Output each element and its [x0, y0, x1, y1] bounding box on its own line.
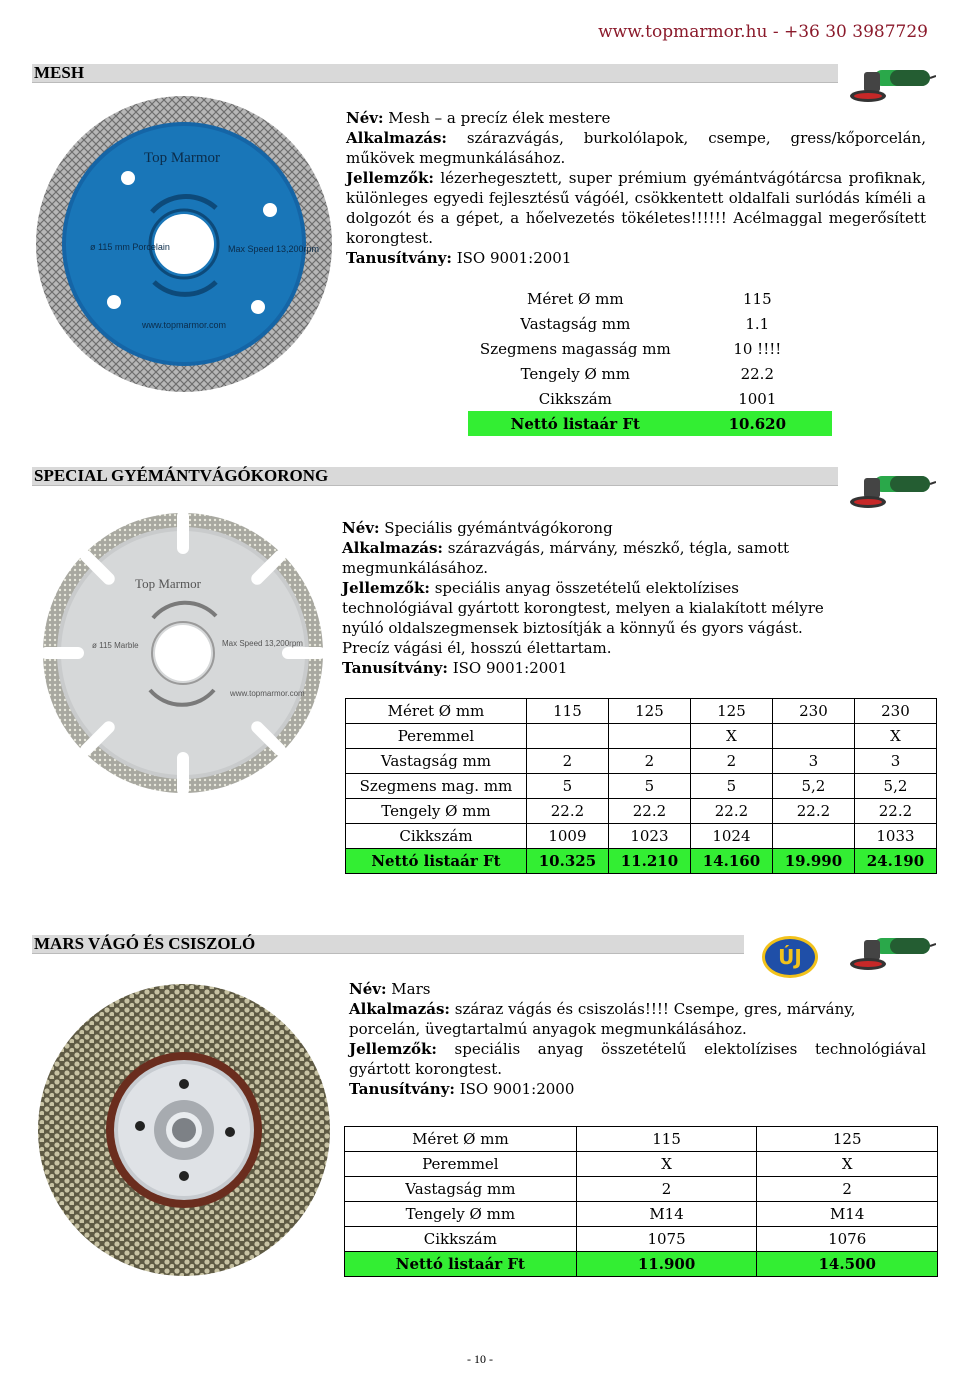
product-description-mesh	[346, 108, 926, 268]
angle-grinder-icon	[844, 466, 936, 516]
spec-label-cell: Szegmens magasság mm	[479, 339, 671, 358]
features-text: lézerhegesztett, super prémium gyémántvágótárcsa profiknak, különleges egyedi fejlesztésű vágóél, csökkentett oldalfali surlódás kíméli a dolgozót és a gépet, a hőelvezetés tökéletes!!!!!! Acélmaggal megerősített korongtest.	[346, 169, 926, 247]
certificate-value: ISO 9001:2001	[456, 249, 572, 267]
spec-value-cell: 125	[608, 699, 690, 724]
spec-label-cell: Cikkszám	[538, 389, 612, 408]
spec-label-cell: Tengely Ø mm	[520, 364, 631, 383]
spec-value-cell: 11.900	[576, 1252, 757, 1277]
spec-value-cell: M14	[757, 1202, 938, 1227]
spec-value-cell: X	[690, 724, 772, 749]
name-label: Név:	[342, 519, 380, 537]
spec-value-cell: 1023	[608, 824, 690, 849]
disc-brand-label: Top Marmor	[143, 150, 221, 166]
spec-row	[468, 361, 832, 386]
spec-value-cell: 230	[772, 699, 854, 724]
spec-label-cell: Vastagság mm	[520, 314, 631, 333]
spec-value-cell: 22.2	[690, 799, 772, 824]
spec-label-cell: Cikkszám	[346, 824, 527, 849]
spec-label-cell: Tengely Ø mm	[345, 1202, 577, 1227]
spec-value-cell	[526, 724, 608, 749]
application-label: Alkalmazás:	[349, 1000, 450, 1018]
spec-row	[345, 1152, 938, 1177]
spec-value-cell: 115	[526, 699, 608, 724]
spec-label-cell: Cikkszám	[345, 1227, 577, 1252]
spec-value-cell: 1075	[576, 1227, 757, 1252]
spec-value-cell: 1001	[738, 389, 777, 408]
spec-label-cell: Méret Ø mm	[527, 289, 624, 308]
spec-value-cell: 3	[854, 749, 936, 774]
spec-label-cell: Méret Ø mm	[345, 1127, 577, 1152]
spec-value-cell: 5	[608, 774, 690, 799]
special-disc-image	[38, 508, 328, 798]
spec-label-cell: Vastagság mm	[346, 749, 527, 774]
spec-value-cell: 5	[690, 774, 772, 799]
spec-row	[346, 849, 937, 874]
spec-label-cell: Méret Ø mm	[346, 699, 527, 724]
disc-spec-label: ø 115 mm Porcelain	[90, 242, 170, 252]
spec-value-cell: 19.990	[772, 849, 854, 874]
spec-table-mars	[344, 1126, 938, 1277]
spec-label-cell: Tengely Ø mm	[346, 799, 527, 824]
spec-value-cell: 10 !!!!	[733, 339, 782, 358]
angle-grinder-icon	[844, 928, 936, 978]
spec-value-cell: 2	[690, 749, 772, 774]
spec-value-cell: 14.160	[690, 849, 772, 874]
spec-value-cell: 22.2	[526, 799, 608, 824]
spec-value-cell: 230	[854, 699, 936, 724]
application-label: Alkalmazás:	[342, 539, 443, 557]
product-description-mars	[349, 979, 926, 1099]
spec-label-cell: Vastagság mm	[345, 1177, 577, 1202]
new-badge: ÚJ	[762, 936, 818, 978]
spec-value-cell: 115	[742, 289, 772, 308]
spec-row	[346, 824, 937, 849]
application-label: Alkalmazás:	[346, 129, 447, 147]
section-title-special: SPECIAL GYÉMÁNTVÁGÓKORONG	[32, 467, 838, 486]
spec-table-special	[345, 698, 937, 874]
spec-row	[346, 799, 937, 824]
name-label: Név:	[346, 109, 384, 127]
spec-row	[468, 286, 832, 311]
spec-row	[345, 1177, 938, 1202]
product-name: Mesh – a precíz élek mestere	[388, 109, 611, 127]
certificate-label: Tanusítvány:	[346, 249, 452, 267]
certificate-label: Tanusítvány:	[342, 659, 448, 677]
spec-row	[345, 1127, 938, 1152]
certificate-value: ISO 9001:2001	[452, 659, 568, 677]
spec-row	[468, 311, 832, 336]
spec-value-cell: X	[576, 1152, 757, 1177]
spec-value-cell: 10.620	[683, 411, 832, 436]
spec-value-cell: 22.2	[772, 799, 854, 824]
spec-value-cell: 2	[526, 749, 608, 774]
mesh-disc-image	[32, 92, 336, 396]
features-label: Jellemzők:	[342, 579, 430, 597]
spec-value-cell: 24.190	[854, 849, 936, 874]
spec-label-cell: Peremmel	[345, 1152, 577, 1177]
certificate-label: Tanusítvány:	[349, 1080, 455, 1098]
spec-row	[345, 1202, 938, 1227]
spec-value-cell: 2	[576, 1177, 757, 1202]
spec-value-cell: 125	[757, 1127, 938, 1152]
spec-value-cell: 1024	[690, 824, 772, 849]
features-label: Jellemzők:	[346, 169, 434, 187]
application-text: szárazvágás, márvány, mészkő, tégla, samott megmunkálásához.	[342, 539, 790, 577]
spec-table-mesh	[468, 286, 832, 436]
spec-value-cell: 3	[772, 749, 854, 774]
spec-value-cell: X	[757, 1152, 938, 1177]
page-number: - 10 -	[467, 1352, 493, 1366]
spec-value-cell: M14	[576, 1202, 757, 1227]
spec-value-cell	[608, 724, 690, 749]
features-text: speciális anyag összetételű elektolízises technológiával gyártott korongtest.	[349, 1040, 926, 1078]
features-text: speciális anyag összetételű elektolízises technológiával gyártott korongtest, melyen a kialakított mélyre nyúló oldalszegmensek biztosítják a könnyű és gyors vágást. Precíz vágási él, hosszú élettartam.	[342, 579, 824, 657]
spec-value-cell: 14.500	[757, 1252, 938, 1277]
spec-value-cell: 22.2	[854, 799, 936, 824]
spec-value-cell: 2	[757, 1177, 938, 1202]
spec-row	[346, 724, 937, 749]
angle-grinder-icon	[844, 60, 936, 110]
product-description-special	[342, 518, 832, 678]
disc-url-label: www.topmarmor.com	[230, 689, 305, 698]
disc-brand-label: Top Marmor	[135, 576, 201, 591]
disc-spec-label: ø 115 Marble	[92, 641, 139, 650]
spec-value-cell: 5	[526, 774, 608, 799]
spec-label-cell: Nettó listaár Ft	[345, 1252, 577, 1277]
spec-value-cell	[772, 724, 854, 749]
spec-value-cell: 10.325	[526, 849, 608, 874]
spec-value-cell: 22.2	[740, 364, 774, 383]
spec-row	[345, 1227, 938, 1252]
site-header: www.topmarmor.hu - +36 30 3987729	[598, 22, 928, 42]
product-name: Speciális gyémántvágókorong	[384, 519, 613, 537]
spec-value-cell: 125	[690, 699, 772, 724]
product-name: Mars	[391, 980, 431, 998]
disc-url-label: www.topmarmor.com	[141, 320, 227, 330]
spec-value-cell: 5,2	[854, 774, 936, 799]
spec-row	[468, 386, 832, 411]
mars-disc-image	[34, 980, 334, 1280]
spec-label-cell: Nettó listaár Ft	[346, 849, 527, 874]
name-label: Név:	[349, 980, 387, 998]
spec-label-cell: Peremmel	[346, 724, 527, 749]
spec-row	[346, 699, 937, 724]
spec-row	[468, 336, 832, 361]
application-text: száraz vágás és csiszolás!!!! Csempe, gres, márvány, porcelán, üvegtartalmú anyagok megmunkálásához.	[349, 1000, 856, 1038]
section-title-mars: MARS VÁGÓ ÉS CSISZOLÓ	[32, 935, 744, 954]
spec-value-cell: X	[854, 724, 936, 749]
spec-value-cell: 22.2	[608, 799, 690, 824]
spec-value-cell: 115	[576, 1127, 757, 1152]
spec-row	[346, 749, 937, 774]
features-label: Jellemzők:	[349, 1040, 437, 1058]
spec-value-cell: 2	[608, 749, 690, 774]
disc-speed-label: Max Speed 13,200rpm	[222, 639, 303, 648]
spec-value-cell: 1009	[526, 824, 608, 849]
spec-row	[345, 1252, 938, 1277]
certificate-value: ISO 9001:2000	[459, 1080, 575, 1098]
spec-value-cell	[772, 824, 854, 849]
spec-label-cell: Nettó listaár Ft	[468, 411, 683, 436]
section-title-mesh: MESH	[32, 64, 838, 83]
spec-value-cell: 5,2	[772, 774, 854, 799]
application-text: szárazvágás, burkolólapok, csempe, gress/kőporcelán, műkövek megmunkálásához.	[346, 129, 926, 167]
spec-row	[468, 411, 832, 436]
spec-row	[346, 774, 937, 799]
spec-value-cell: 1033	[854, 824, 936, 849]
spec-value-cell: 11.210	[608, 849, 690, 874]
spec-value-cell: 1.1	[745, 314, 770, 333]
spec-label-cell: Szegmens mag. mm	[346, 774, 527, 799]
disc-speed-label: Max Speed 13,200rpm	[228, 244, 320, 254]
spec-value-cell: 1076	[757, 1227, 938, 1252]
